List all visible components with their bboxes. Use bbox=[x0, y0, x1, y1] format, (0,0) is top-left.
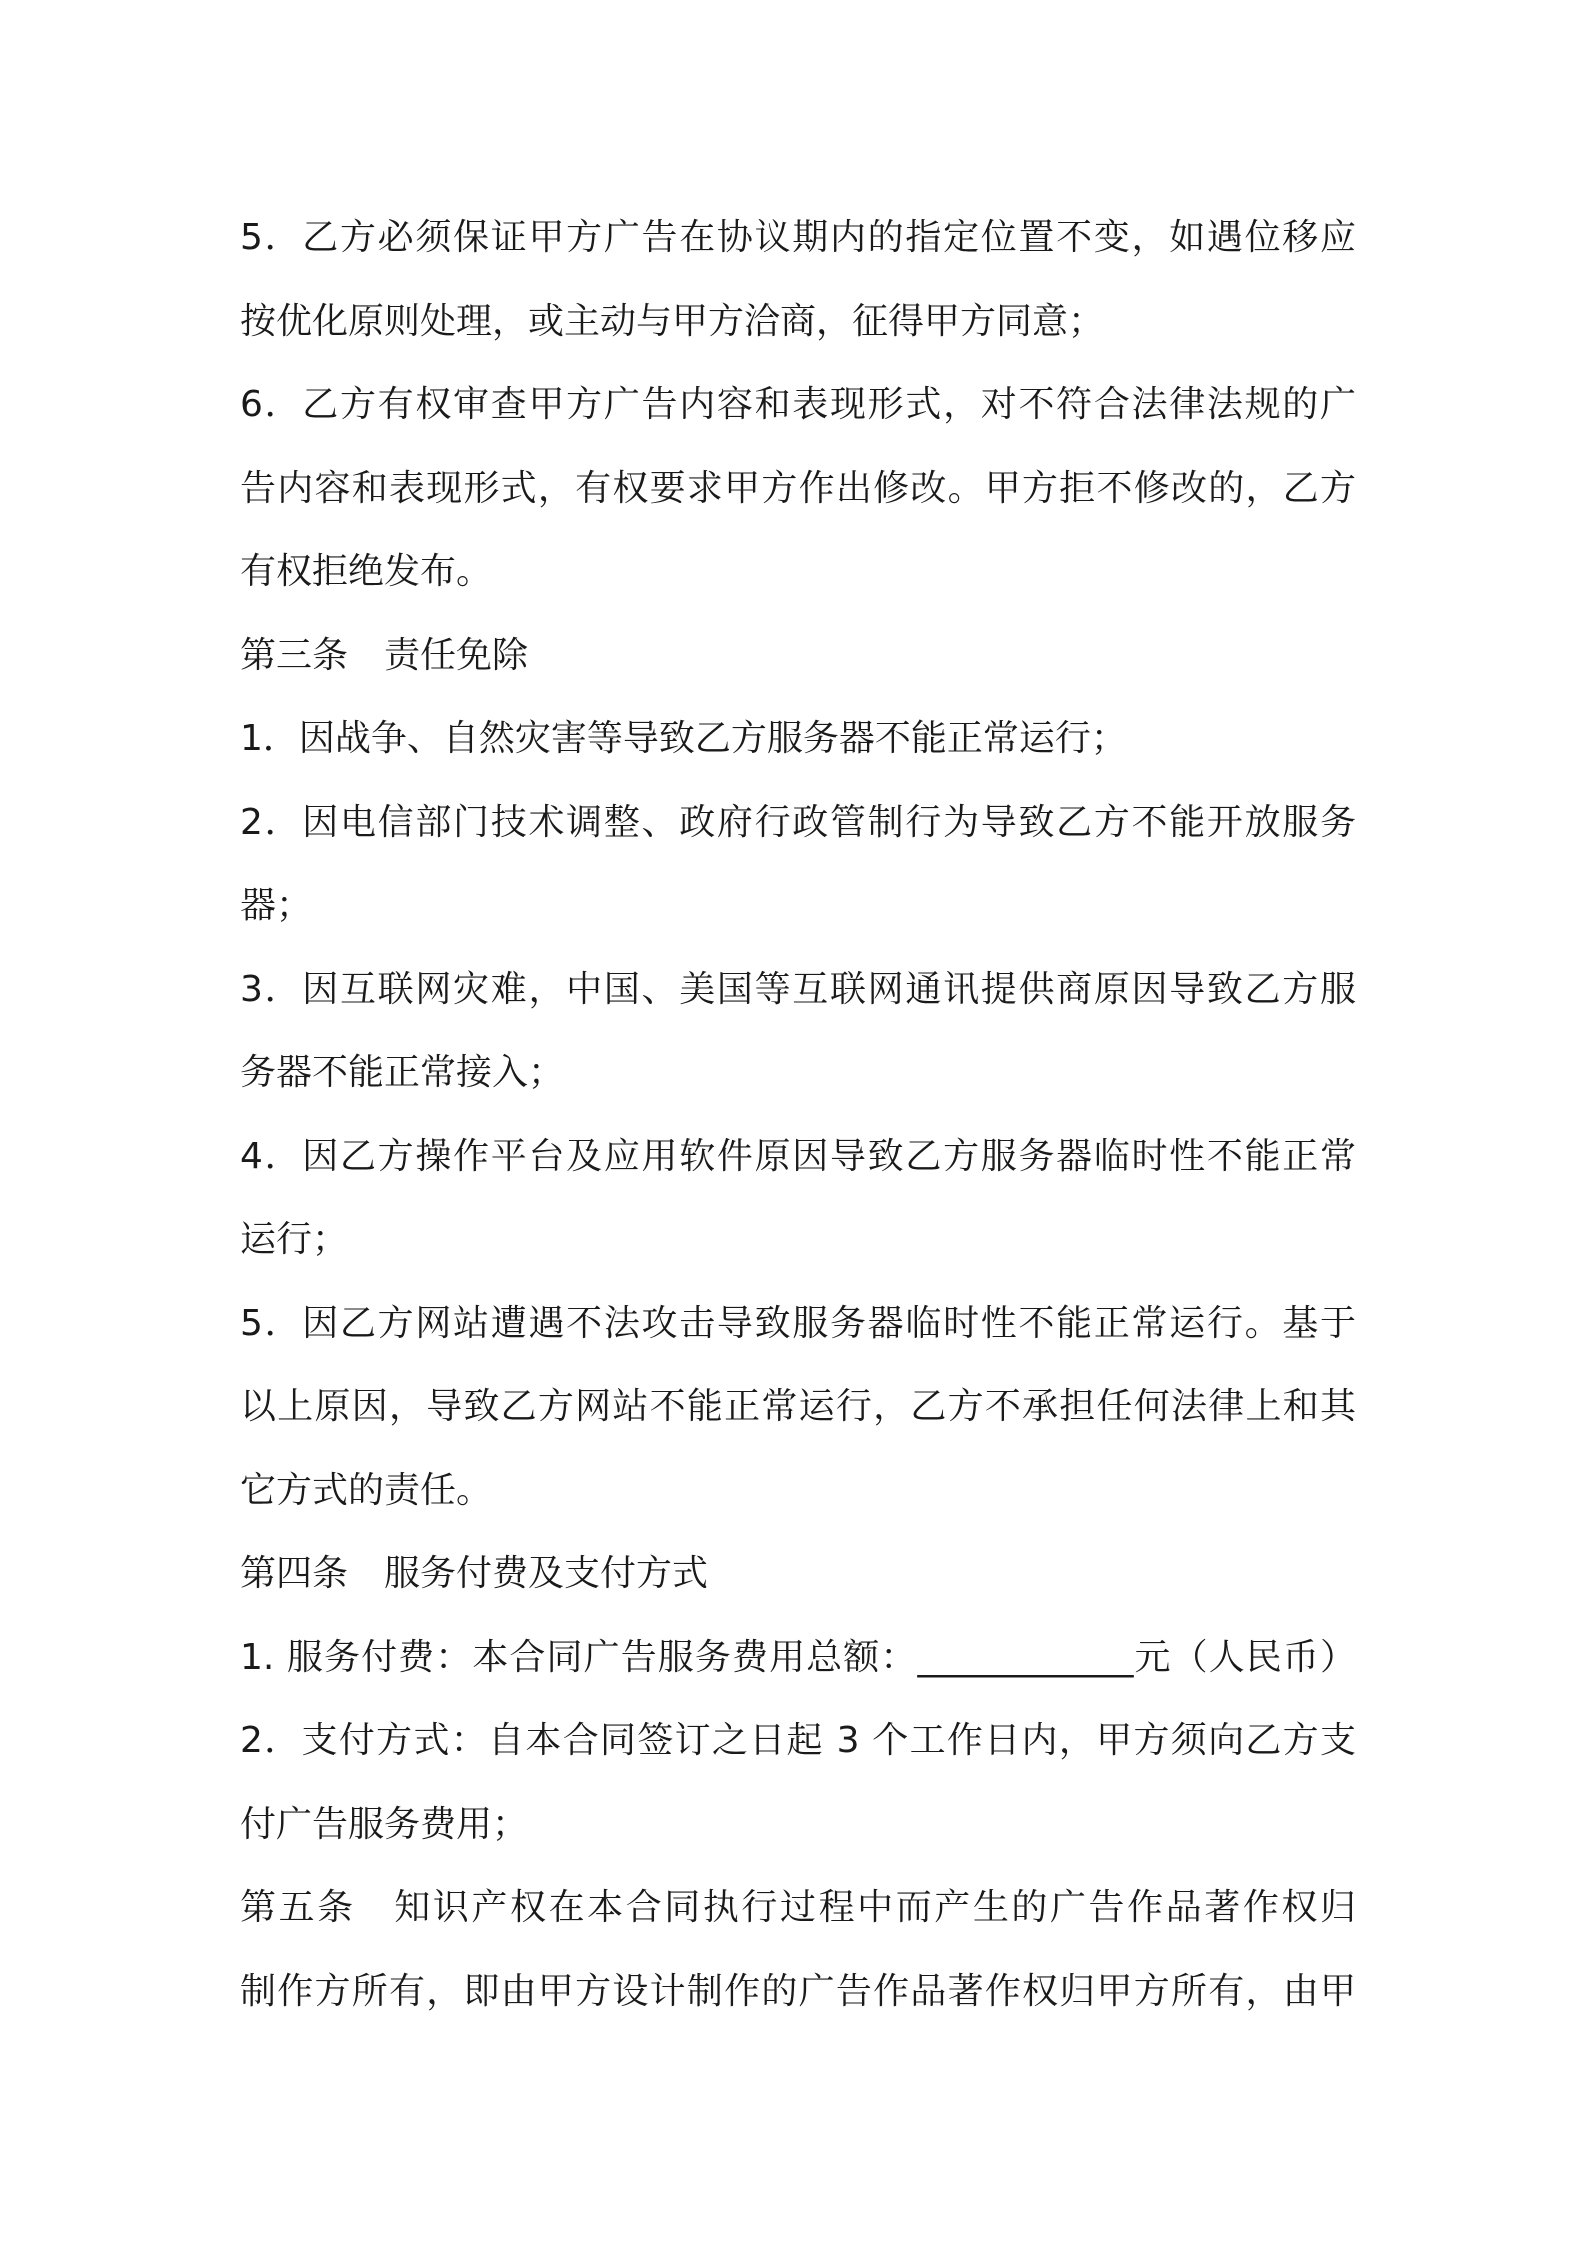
text-line: 4．因乙方操作平台及应用软件原因导致乙方服务器临时性不能正常 bbox=[240, 1135, 1356, 1177]
text-line: 2．支付方式：自本合同签订之日起 3 个工作日内，甲方须向乙方支 bbox=[240, 1720, 1356, 1761]
document-body bbox=[240, 196, 1356, 2033]
text-line: 3．因互联网灾难，中国、美国等互联网通讯提供商原因导致乙方服 bbox=[240, 968, 1356, 1010]
text-line: 以上原因，导致乙方网站不能正常运行，乙方不承担任何法律上和其 bbox=[240, 1386, 1356, 1427]
text-line: 告内容和表现形式，有权要求甲方作出修改。甲方拒不修改的，乙方 bbox=[240, 467, 1356, 509]
section-heading: 第三条 责任免除 bbox=[240, 634, 529, 676]
text-line: 它方式的责任。 bbox=[240, 1469, 493, 1511]
text-line: 6．乙方有权审查甲方广告内容和表现形式，对不符合法律法规的广 bbox=[240, 384, 1356, 425]
text-line: 付广告服务费用； bbox=[240, 1803, 529, 1845]
text-line: 务器不能正常接入； bbox=[240, 1052, 565, 1093]
text-line: 5．因乙方网站遭遇不法攻击导致服务器临时性不能正常运行。基于 bbox=[240, 1302, 1356, 1344]
section-heading: 第五条 知识产权在本合同执行过程中而产生的广告作品著作权归 bbox=[240, 1887, 1356, 1928]
section-heading: 第四条 服务付费及支付方式 bbox=[240, 1553, 709, 1594]
text-line: 运行； bbox=[240, 1219, 349, 1260]
text-line: 5．乙方必须保证甲方广告在协议期内的指定位置不变，如遇位移应 bbox=[240, 217, 1356, 258]
text-line: 有权拒绝发布。 bbox=[240, 551, 493, 592]
text-line: 器； bbox=[240, 885, 313, 926]
text-line: 2．因电信部门技术调整、政府行政管制行为导致乙方不能开放服务 bbox=[240, 801, 1356, 843]
text-line: 制作方所有，即由甲方设计制作的广告作品著作权归甲方所有，由甲 bbox=[240, 1970, 1356, 2012]
text-line: 1．因战争、自然灾害等导致乙方服务器不能正常运行； bbox=[240, 718, 1127, 759]
text-line: 1. 服务付费：本合同广告服务费用总额：____________元（人民币） bbox=[240, 1636, 1356, 1678]
text-line: 按优化原则处理，或主动与甲方洽商，征得甲方同意； bbox=[240, 300, 1105, 342]
